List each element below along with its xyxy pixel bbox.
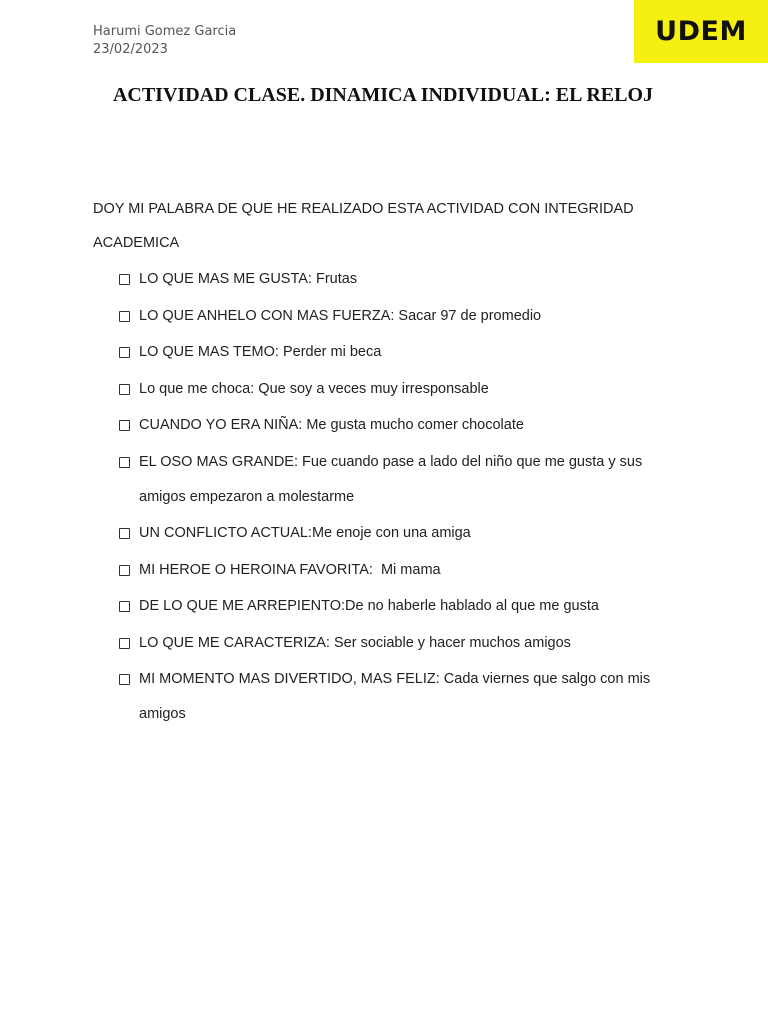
- empty-checkbox-icon: [119, 565, 130, 576]
- header-meta: [93, 23, 236, 59]
- list-item-text: DE LO QUE ME ARREPIENTO:De no haberle hablado al que me gusta: [139, 598, 599, 614]
- integrity-pledge: DOY MI PALABRA DE QUE HE REALIZADO ESTA ACTIVIDAD CON INTEGRIDAD ACADEMICA: [93, 201, 634, 251]
- list-item-text: CUANDO YO ERA NIÑA: Me gusta mucho comer chocolate: [139, 417, 524, 433]
- empty-checkbox-icon: [119, 347, 130, 358]
- list-item-text: LO QUE MAS ME GUSTA: Frutas: [139, 271, 358, 287]
- list-item: [117, 662, 677, 732]
- empty-checkbox-icon: [119, 274, 130, 285]
- list-item-text: LO QUE MAS TEMO: Perder mi beca: [139, 344, 382, 360]
- udem-logo-text: UDEM: [655, 16, 747, 47]
- list-item: [117, 335, 677, 370]
- empty-checkbox-icon: [119, 457, 130, 468]
- empty-checkbox-icon: [119, 420, 130, 431]
- list-item: [117, 262, 677, 297]
- document-title: ACTIVIDAD CLASE. DINAMICA INDIVIDUAL: EL RELOJ: [112, 84, 654, 106]
- list-item-text: UN CONFLICTO ACTUAL:Me enoje con una amiga: [139, 525, 471, 541]
- author-name: Harumi Gomez Garcia: [93, 24, 237, 39]
- list-item: [117, 299, 677, 334]
- empty-checkbox-icon: [119, 601, 130, 612]
- activity-list: [117, 262, 677, 734]
- empty-checkbox-icon: [119, 674, 130, 685]
- list-item: [117, 516, 677, 551]
- list-item: [117, 553, 677, 588]
- list-item: [117, 626, 677, 661]
- list-item: [117, 445, 677, 515]
- list-item-text: Lo que me choca: Que soy a veces muy irresponsable: [139, 380, 489, 397]
- list-item-text: MI MOMENTO MAS DIVERTIDO, MAS FELIZ: Cada viernes que salgo con mis amigos: [139, 671, 651, 722]
- list-item: [117, 408, 677, 443]
- list-item: [117, 589, 677, 624]
- list-item-text: LO QUE ANHELO CON MAS FUERZA: Sacar 97 de promedio: [139, 307, 542, 324]
- list-item-text: LO QUE ME CARACTERIZA: Ser sociable y hacer muchos amigos: [139, 634, 571, 651]
- empty-checkbox-icon: [119, 311, 130, 322]
- list-item-text: EL OSO MAS GRANDE: Fue cuando pase a lado del niño que me gusta y sus amigos empezaron a molestarme: [139, 453, 643, 505]
- list-item: [117, 372, 677, 407]
- empty-checkbox-icon: [119, 638, 130, 649]
- udem-logo: [634, 0, 768, 63]
- empty-checkbox-icon: [119, 528, 130, 539]
- document-date: 23/02/2023: [93, 42, 168, 57]
- list-item-text: MI HEROE O HEROINA FAVORITA: Mi mama: [139, 561, 441, 578]
- empty-checkbox-icon: [119, 384, 130, 395]
